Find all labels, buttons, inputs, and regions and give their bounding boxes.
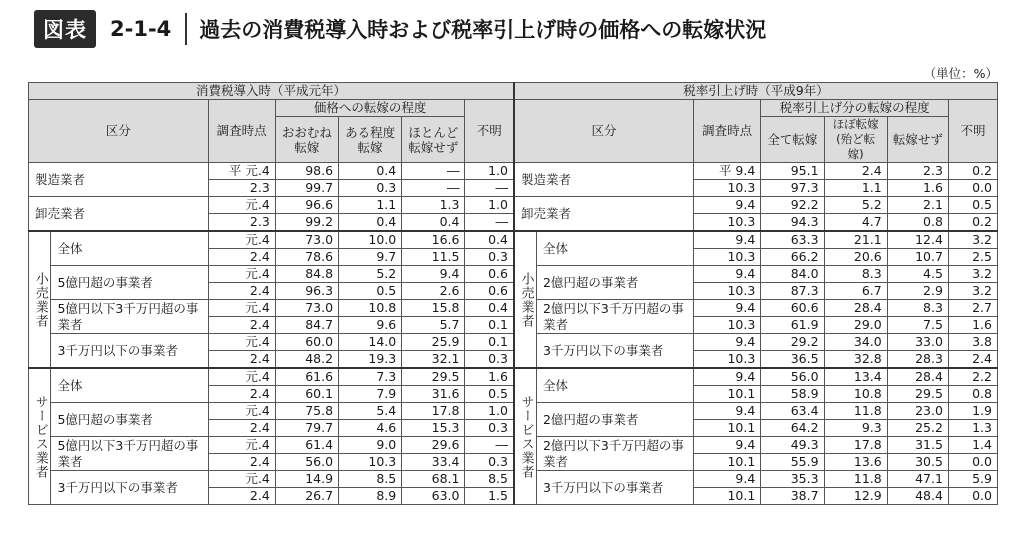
- value-cell: 8.3: [824, 266, 887, 283]
- row-label: 2億円超の事業者: [536, 266, 693, 300]
- survey-date: 9.4: [694, 368, 761, 386]
- row-label: 3千万円以下の事業者: [536, 334, 693, 369]
- row-label: 製造業者: [29, 163, 209, 197]
- survey-date: 平 9.4: [694, 163, 761, 180]
- value-cell: 5.7: [402, 317, 465, 334]
- value-cell: 19.3: [339, 351, 402, 369]
- value-cell: 1.0: [465, 403, 514, 420]
- value-cell: 2.1: [887, 197, 948, 214]
- value-cell: 0.6: [465, 283, 514, 300]
- survey-date: 元.4: [208, 403, 275, 420]
- survey-date: 元.4: [208, 266, 275, 283]
- value-cell: 2.9: [887, 283, 948, 300]
- value-cell: 38.7: [761, 488, 824, 505]
- survey-date: 2.4: [208, 386, 275, 403]
- value-cell: 26.7: [275, 488, 338, 505]
- value-cell: 0.3: [465, 420, 514, 437]
- value-cell: 48.2: [275, 351, 338, 369]
- survey-date: 元.4: [208, 300, 275, 317]
- survey-date: 9.4: [694, 403, 761, 420]
- value-cell: 12.9: [824, 488, 887, 505]
- value-cell: 1.9: [948, 403, 997, 420]
- value-cell: 2.4: [948, 351, 997, 369]
- table-row: [29, 471, 998, 488]
- value-cell: 3.2: [948, 283, 997, 300]
- value-cell: 0.3: [465, 351, 514, 369]
- value-cell: 14.9: [275, 471, 338, 488]
- table-row: [29, 163, 998, 180]
- value-cell: 1.0: [465, 197, 514, 214]
- survey-date: 2.4: [208, 317, 275, 334]
- value-cell: 7.3: [339, 368, 402, 386]
- value-cell: 61.9: [761, 317, 824, 334]
- value-cell: 2.7: [948, 300, 997, 317]
- value-cell: ―: [402, 163, 465, 180]
- value-cell: 1.6: [948, 317, 997, 334]
- survey-date: 2.4: [208, 249, 275, 266]
- value-cell: 28.4: [887, 368, 948, 386]
- value-cell: 0.4: [339, 214, 402, 232]
- value-cell: 5.9: [948, 471, 997, 488]
- value-cell: 0.8: [887, 214, 948, 232]
- value-cell: 33.4: [402, 454, 465, 471]
- value-cell: 28.3: [887, 351, 948, 369]
- table-row: [29, 266, 998, 283]
- group-label: サービス業者: [29, 368, 51, 505]
- group-label: サービス業者: [514, 368, 536, 505]
- value-cell: 20.6: [824, 249, 887, 266]
- value-cell: 34.0: [824, 334, 887, 351]
- value-cell: 4.6: [339, 420, 402, 437]
- value-cell: 0.4: [339, 163, 402, 180]
- right-col-c: 転嫁せず: [887, 117, 948, 163]
- value-cell: 63.0: [402, 488, 465, 505]
- value-cell: 8.5: [465, 471, 514, 488]
- value-cell: 10.7: [887, 249, 948, 266]
- value-cell: 49.3: [761, 437, 824, 454]
- value-cell: 99.7: [275, 180, 338, 197]
- value-cell: 99.2: [275, 214, 338, 232]
- survey-date: 10.3: [694, 249, 761, 266]
- value-cell: 3.8: [948, 334, 997, 351]
- value-cell: 7.5: [887, 317, 948, 334]
- right-col-date: 調査時点: [694, 100, 761, 163]
- table-body: [29, 163, 998, 505]
- value-cell: 60.0: [275, 334, 338, 351]
- value-cell: ―: [465, 214, 514, 232]
- value-cell: 0.1: [465, 334, 514, 351]
- value-cell: 9.6: [339, 317, 402, 334]
- value-cell: 29.2: [761, 334, 824, 351]
- value-cell: 73.0: [275, 300, 338, 317]
- value-cell: 2.6: [402, 283, 465, 300]
- value-cell: 11.8: [824, 403, 887, 420]
- value-cell: 79.7: [275, 420, 338, 437]
- row-label: 3千万円以下の事業者: [51, 334, 208, 369]
- value-cell: 1.3: [402, 197, 465, 214]
- value-cell: 31.6: [402, 386, 465, 403]
- value-cell: 29.5: [887, 386, 948, 403]
- survey-date: 元.4: [208, 471, 275, 488]
- value-cell: 32.8: [824, 351, 887, 369]
- value-cell: 68.1: [402, 471, 465, 488]
- value-cell: 16.6: [402, 231, 465, 249]
- left-col-unknown: 不明: [465, 100, 514, 163]
- value-cell: 63.4: [761, 403, 824, 420]
- value-cell: 0.6: [465, 266, 514, 283]
- survey-date: 10.3: [694, 180, 761, 197]
- value-cell: ―: [402, 180, 465, 197]
- survey-date: 9.4: [694, 197, 761, 214]
- value-cell: 0.0: [948, 488, 997, 505]
- table-row: [29, 300, 998, 317]
- row-label: 製造業者: [514, 163, 694, 197]
- survey-date: 2.3: [208, 214, 275, 232]
- survey-date: 10.3: [694, 317, 761, 334]
- value-cell: 0.4: [402, 214, 465, 232]
- value-cell: 1.5: [465, 488, 514, 505]
- table-row: [29, 231, 998, 249]
- value-cell: 97.3: [761, 180, 824, 197]
- survey-date: 10.1: [694, 454, 761, 471]
- value-cell: 0.8: [948, 386, 997, 403]
- header-row-1: [29, 83, 998, 100]
- survey-date: 2.4: [208, 488, 275, 505]
- value-cell: 1.4: [948, 437, 997, 454]
- survey-date: 元.4: [208, 231, 275, 249]
- value-cell: 0.1: [465, 317, 514, 334]
- survey-date: 2.3: [208, 180, 275, 197]
- left-col-c: ほとんど 転嫁せず: [402, 117, 465, 163]
- survey-date: 9.4: [694, 266, 761, 283]
- table-row: [29, 334, 998, 351]
- row-label: 卸売業者: [29, 197, 209, 232]
- survey-date: 10.3: [694, 283, 761, 300]
- value-cell: 9.0: [339, 437, 402, 454]
- row-label: 5億円超の事業者: [51, 403, 208, 437]
- value-cell: 35.3: [761, 471, 824, 488]
- value-cell: ―: [465, 437, 514, 454]
- value-cell: 61.4: [275, 437, 338, 454]
- value-cell: 1.0: [465, 163, 514, 180]
- value-cell: 29.6: [402, 437, 465, 454]
- value-cell: 60.6: [761, 300, 824, 317]
- value-cell: 30.5: [887, 454, 948, 471]
- value-cell: 25.2: [887, 420, 948, 437]
- survey-date: 9.4: [694, 300, 761, 317]
- row-label: 3千万円以下の事業者: [51, 471, 208, 505]
- value-cell: 12.4: [887, 231, 948, 249]
- value-cell: 48.4: [887, 488, 948, 505]
- value-cell: 11.8: [824, 471, 887, 488]
- value-cell: 63.3: [761, 231, 824, 249]
- value-cell: 47.1: [887, 471, 948, 488]
- group-label: 小売業者: [514, 231, 536, 368]
- survey-date: 9.4: [694, 437, 761, 454]
- value-cell: 0.0: [948, 180, 997, 197]
- survey-date: 元.4: [208, 197, 275, 214]
- right-col-kubun: 区分: [514, 100, 694, 163]
- row-label: 2億円以下3千万円超の事業者: [536, 437, 693, 471]
- row-label: 2億円以下3千万円超の事業者: [536, 300, 693, 334]
- value-cell: 0.5: [948, 197, 997, 214]
- title-divider: [185, 13, 187, 45]
- value-cell: 78.6: [275, 249, 338, 266]
- value-cell: 15.3: [402, 420, 465, 437]
- right-col-unknown: 不明: [948, 100, 997, 163]
- left-col-group: 価格への転嫁の程度: [275, 100, 465, 117]
- survey-date: 元.4: [208, 368, 275, 386]
- value-cell: 13.6: [824, 454, 887, 471]
- row-label: 卸売業者: [514, 197, 694, 232]
- row-label: 全体: [51, 231, 208, 266]
- survey-date: 10.1: [694, 420, 761, 437]
- table-row: [29, 437, 998, 454]
- table-row: [29, 368, 998, 386]
- value-cell: 0.4: [465, 300, 514, 317]
- value-cell: 4.7: [824, 214, 887, 232]
- value-cell: 84.0: [761, 266, 824, 283]
- value-cell: 0.3: [339, 180, 402, 197]
- value-cell: 5.2: [824, 197, 887, 214]
- value-cell: 28.4: [824, 300, 887, 317]
- value-cell: 1.6: [465, 368, 514, 386]
- figure-number: 2-1-4: [110, 17, 172, 41]
- value-cell: 61.6: [275, 368, 338, 386]
- survey-date: 10.1: [694, 488, 761, 505]
- left-col-kubun: 区分: [29, 100, 209, 163]
- value-cell: 60.1: [275, 386, 338, 403]
- right-col-a: 全て転嫁: [761, 117, 824, 163]
- value-cell: 8.9: [339, 488, 402, 505]
- value-cell: 2.4: [824, 163, 887, 180]
- price-pass-through-table: [28, 82, 998, 505]
- value-cell: 55.9: [761, 454, 824, 471]
- value-cell: 0.5: [339, 283, 402, 300]
- table-row: [29, 403, 998, 420]
- value-cell: 0.5: [465, 386, 514, 403]
- value-cell: 84.7: [275, 317, 338, 334]
- value-cell: 4.5: [887, 266, 948, 283]
- value-cell: 2.3: [887, 163, 948, 180]
- value-cell: 1.3: [948, 420, 997, 437]
- left-col-date: 調査時点: [208, 100, 275, 163]
- value-cell: 3.2: [948, 231, 997, 249]
- row-label: 2億円超の事業者: [536, 403, 693, 437]
- value-cell: 21.1: [824, 231, 887, 249]
- value-cell: 1.1: [339, 197, 402, 214]
- survey-date: 元.4: [208, 334, 275, 351]
- right-col-group: 税率引上げ分の転嫁の程度: [761, 100, 949, 117]
- right-section-header: 税率引上げ時（平成9年）: [514, 83, 998, 100]
- value-cell: 2.5: [948, 249, 997, 266]
- row-label: 5億円以下3千万円超の事業者: [51, 437, 208, 471]
- survey-date: 10.3: [694, 351, 761, 369]
- value-cell: 75.8: [275, 403, 338, 420]
- value-cell: 23.0: [887, 403, 948, 420]
- value-cell: 7.9: [339, 386, 402, 403]
- value-cell: 17.8: [402, 403, 465, 420]
- value-cell: 29.5: [402, 368, 465, 386]
- survey-date: 9.4: [694, 471, 761, 488]
- survey-date: 2.4: [208, 351, 275, 369]
- value-cell: 56.0: [275, 454, 338, 471]
- value-cell: 73.0: [275, 231, 338, 249]
- value-cell: 66.2: [761, 249, 824, 266]
- value-cell: 96.6: [275, 197, 338, 214]
- value-cell: 36.5: [761, 351, 824, 369]
- value-cell: 87.3: [761, 283, 824, 300]
- value-cell: 10.8: [824, 386, 887, 403]
- group-label: 小売業者: [29, 231, 51, 368]
- value-cell: 96.3: [275, 283, 338, 300]
- row-label: 5億円超の事業者: [51, 266, 208, 300]
- value-cell: 5.4: [339, 403, 402, 420]
- value-cell: 10.3: [339, 454, 402, 471]
- unit-label: （単位：%）: [923, 66, 998, 81]
- value-cell: 0.2: [948, 214, 997, 232]
- survey-date: 2.4: [208, 420, 275, 437]
- value-cell: 98.6: [275, 163, 338, 180]
- value-cell: 11.5: [402, 249, 465, 266]
- value-cell: 17.8: [824, 437, 887, 454]
- value-cell: 0.3: [465, 249, 514, 266]
- value-cell: 14.0: [339, 334, 402, 351]
- survey-date: 10.3: [694, 214, 761, 232]
- value-cell: 29.0: [824, 317, 887, 334]
- value-cell: 0.2: [948, 163, 997, 180]
- value-cell: 58.9: [761, 386, 824, 403]
- row-label: 全体: [536, 368, 693, 403]
- value-cell: 56.0: [761, 368, 824, 386]
- header-row-2: [29, 100, 998, 117]
- figure-header: [34, 8, 766, 50]
- survey-date: 平 元.4: [208, 163, 275, 180]
- value-cell: 6.7: [824, 283, 887, 300]
- left-col-b: ある程度 転嫁: [339, 117, 402, 163]
- value-cell: 10.0: [339, 231, 402, 249]
- value-cell: 2.2: [948, 368, 997, 386]
- value-cell: 92.2: [761, 197, 824, 214]
- value-cell: 31.5: [887, 437, 948, 454]
- survey-date: 10.1: [694, 386, 761, 403]
- value-cell: 1.1: [824, 180, 887, 197]
- value-cell: 9.7: [339, 249, 402, 266]
- value-cell: 5.2: [339, 266, 402, 283]
- value-cell: 13.4: [824, 368, 887, 386]
- value-cell: 9.4: [402, 266, 465, 283]
- figure-badge: 図表: [34, 10, 96, 48]
- value-cell: 0.3: [465, 454, 514, 471]
- left-section-header: 消費税導入時（平成元年）: [29, 83, 515, 100]
- value-cell: 8.5: [339, 471, 402, 488]
- row-label: 3千万円以下の事業者: [536, 471, 693, 505]
- value-cell: 9.3: [824, 420, 887, 437]
- value-cell: 84.8: [275, 266, 338, 283]
- value-cell: 32.1: [402, 351, 465, 369]
- value-cell: 1.6: [887, 180, 948, 197]
- survey-date: 2.4: [208, 454, 275, 471]
- figure-title: 過去の消費税導入時および税率引上げ時の価格への転嫁状況: [199, 18, 767, 42]
- value-cell: 8.3: [887, 300, 948, 317]
- value-cell: 95.1: [761, 163, 824, 180]
- right-col-b: ほぼ転嫁 (殆ど転嫁): [824, 117, 887, 163]
- survey-date: 9.4: [694, 231, 761, 249]
- value-cell: ―: [465, 180, 514, 197]
- value-cell: 64.2: [761, 420, 824, 437]
- value-cell: 94.3: [761, 214, 824, 232]
- table-row: [29, 197, 998, 214]
- left-col-a: おおむね 転嫁: [275, 117, 338, 163]
- value-cell: 25.9: [402, 334, 465, 351]
- value-cell: 0.0: [948, 454, 997, 471]
- row-label: 全体: [536, 231, 693, 266]
- survey-date: 9.4: [694, 334, 761, 351]
- value-cell: 33.0: [887, 334, 948, 351]
- value-cell: 10.8: [339, 300, 402, 317]
- row-label: 5億円以下3千万円超の事業者: [51, 300, 208, 334]
- value-cell: 0.4: [465, 231, 514, 249]
- value-cell: 3.2: [948, 266, 997, 283]
- survey-date: 2.4: [208, 283, 275, 300]
- value-cell: 15.8: [402, 300, 465, 317]
- row-label: 全体: [51, 368, 208, 403]
- survey-date: 元.4: [208, 437, 275, 454]
